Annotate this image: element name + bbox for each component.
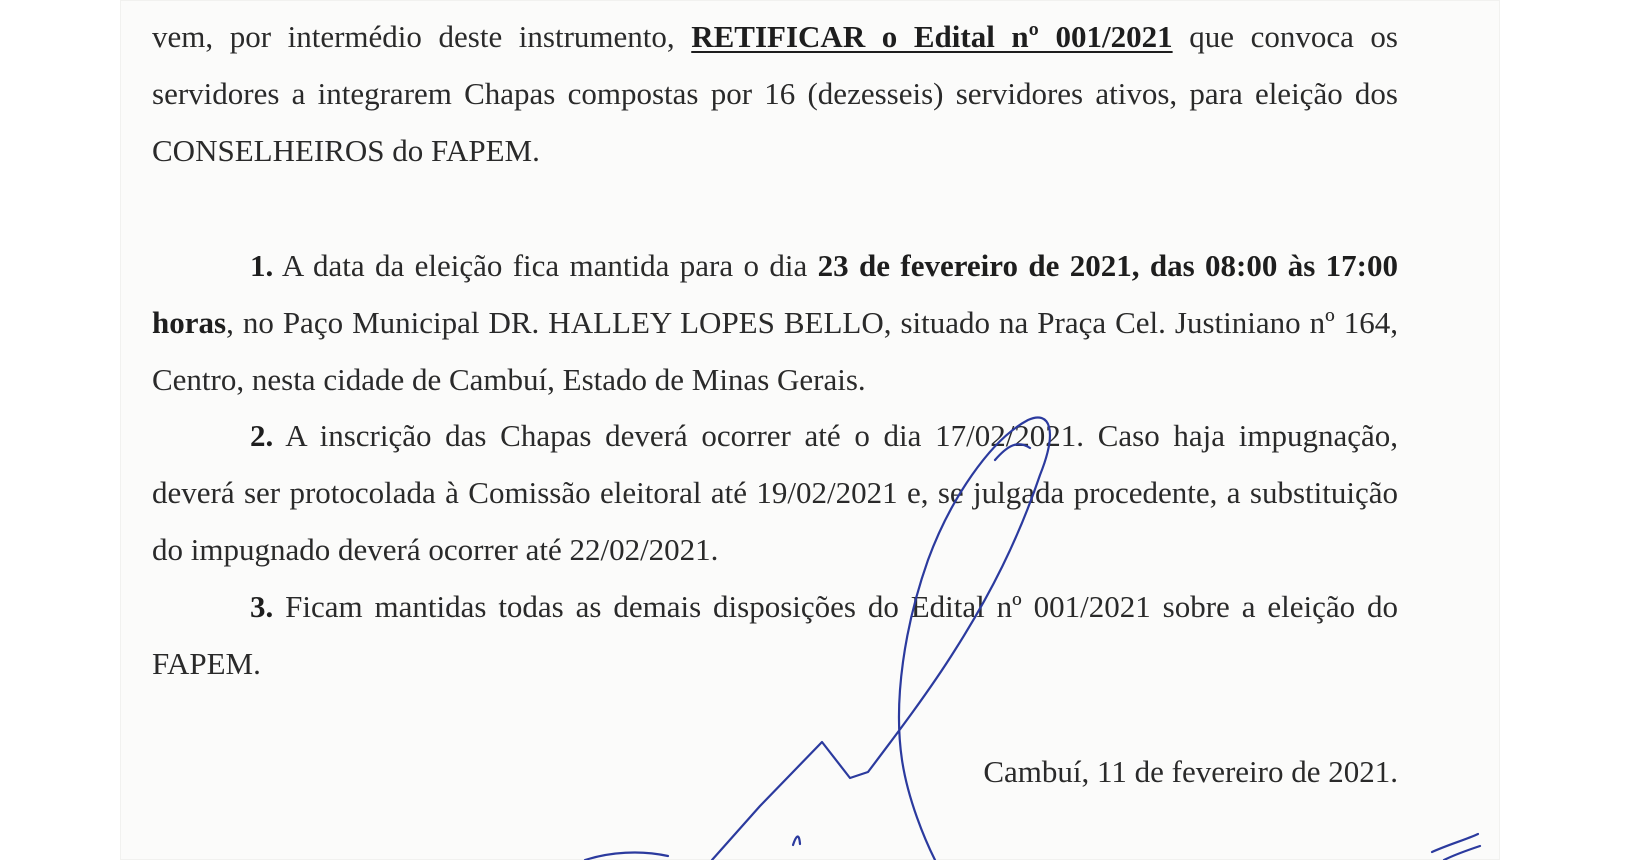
intro-prefix: vem, por intermédio deste instrumento, bbox=[152, 19, 692, 54]
intro-paragraph bbox=[152, 8, 1398, 179]
intro-suffix: que convoca os servidores a integrarem Chapas compostas por 16 (dezesseis) servidores ativos, para eleição dos CONSELHEIROS do FAPEM. bbox=[152, 19, 1398, 168]
item-1-text-b: , no Paço Municipal DR. HALLEY LOPES BELLO, situado na Praça Cel. Justiniano nº 164, Centro, nesta cidade de Cambuí, Estado de Minas Gerais. bbox=[152, 305, 1398, 397]
item-2-paragraph bbox=[152, 407, 1398, 578]
item-1-paragraph bbox=[152, 237, 1398, 408]
place-and-date: Cambuí, 11 de fevereiro de 2021. bbox=[983, 754, 1398, 789]
item-1-number: 1. bbox=[250, 248, 274, 283]
item-1-election-date: 23 de fevereiro de 2021, das 08:00 às 17:00 horas bbox=[152, 248, 1398, 340]
item-3-number: 3. bbox=[250, 589, 274, 624]
item-1-text-a: A data da eleição fica mantida para o dia bbox=[273, 248, 818, 283]
item-3-text: Ficam mantidas todas as demais disposições do Edital nº 001/2021 sobre a eleição do FAPEM. bbox=[152, 589, 1398, 681]
item-2-number: 2. bbox=[250, 418, 274, 453]
intro-rectify-emphasis: RETIFICAR o Edital nº 001/2021 bbox=[691, 19, 1173, 54]
item-3-paragraph bbox=[152, 578, 1398, 692]
item-2-text: A inscrição das Chapas deverá ocorrer até o dia 17/02/2021. Caso haja impugnação, deverá ser protocolada à Comissão eleitoral até 19/02/2021 e, se julgada procedente, a substituição do impugnado deverá ocorrer até 22/02/2021. bbox=[152, 418, 1398, 567]
